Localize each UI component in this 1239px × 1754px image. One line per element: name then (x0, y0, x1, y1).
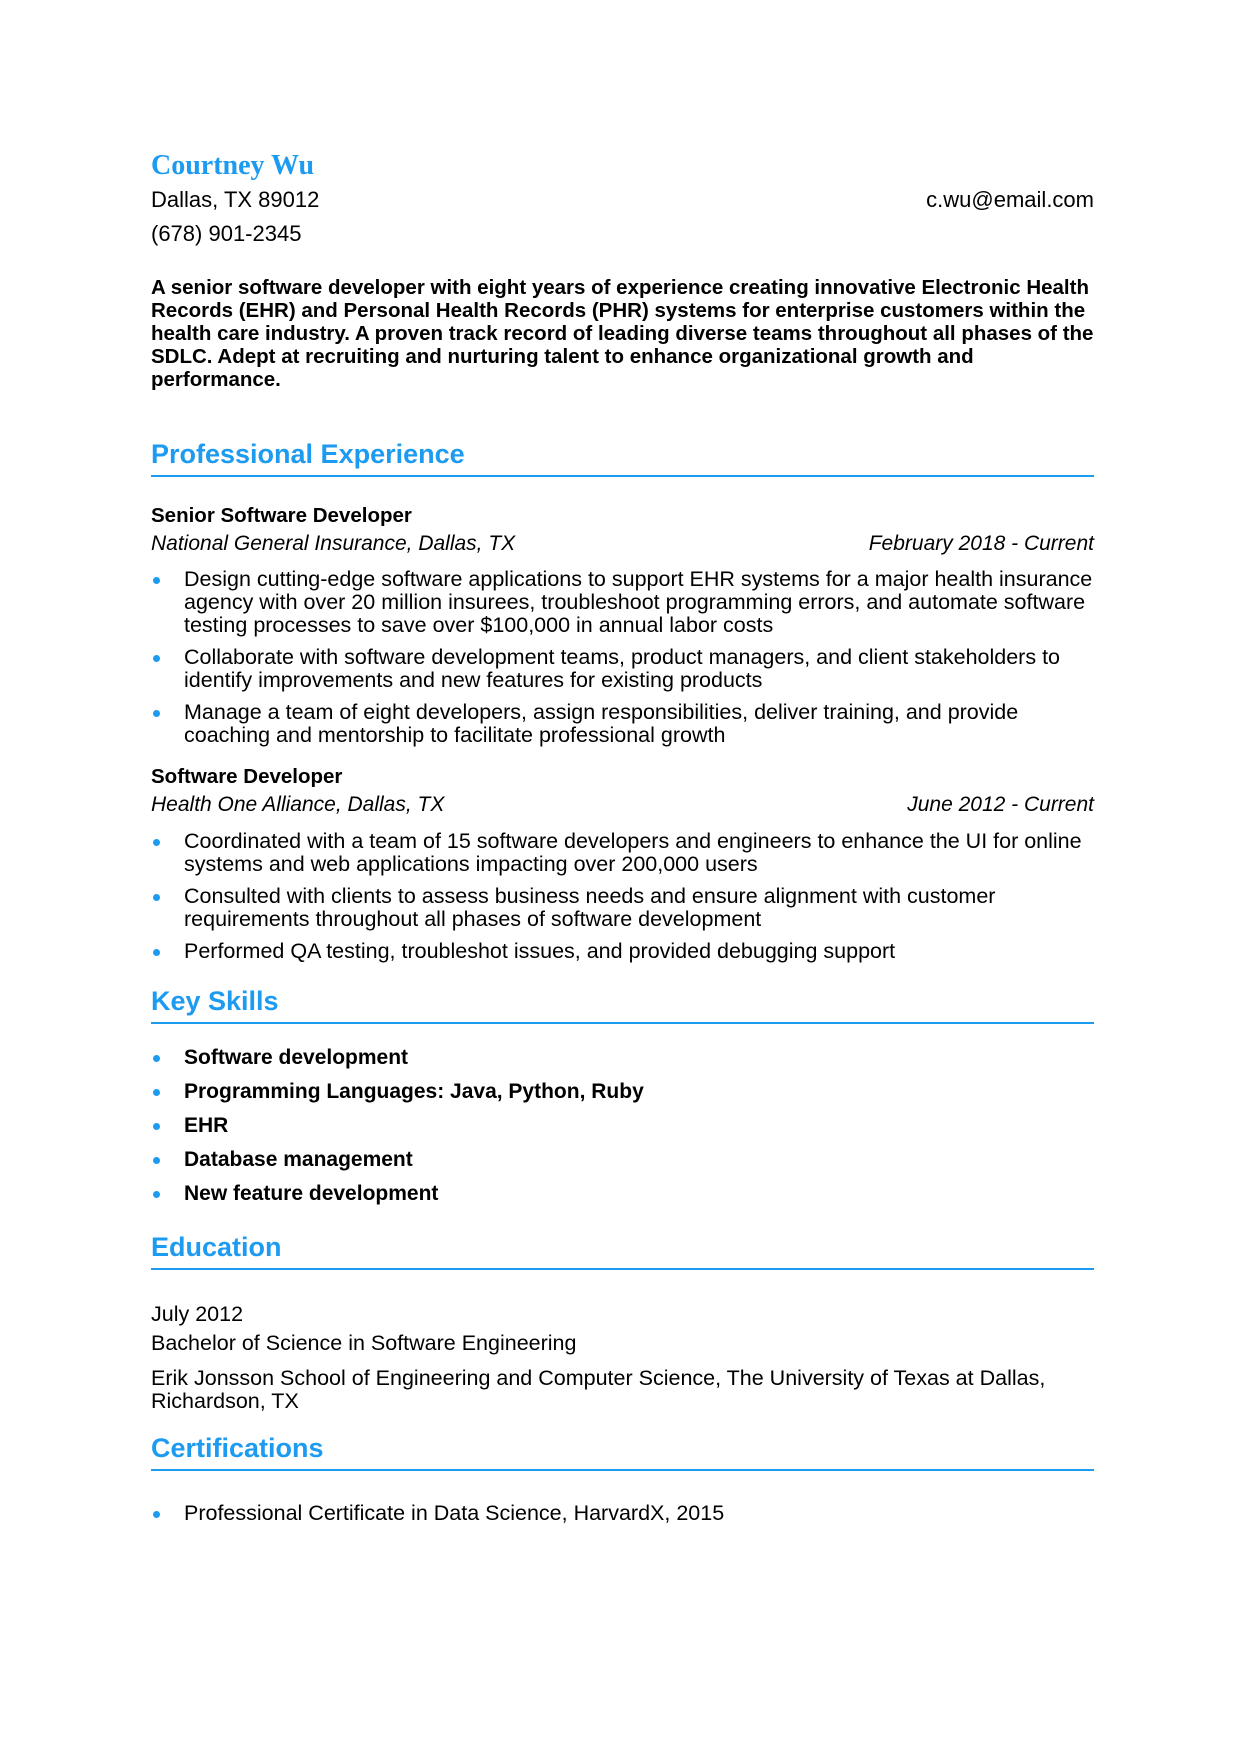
certifications-list (151, 1502, 1094, 1525)
skill-item (151, 1113, 1094, 1139)
list-item (151, 1502, 1094, 1525)
bullet-dot-icon (153, 1191, 160, 1198)
job-company: Health One Alliance, Dallas, TX (151, 793, 445, 816)
list-item (151, 701, 1094, 747)
bullet-dot-icon (153, 1055, 160, 1062)
job-company: National General Insurance, Dallas, TX (151, 532, 516, 555)
job-title: Software Developer (151, 765, 343, 788)
bullet-text: Performed QA testing, troubleshot issues, and provided debugging support (184, 939, 896, 963)
bullet-dot-icon (153, 1511, 160, 1518)
bullet-dot-icon (153, 839, 160, 846)
bullet-dot-icon (153, 1157, 160, 1164)
bullet-text: Coordinated with a team of 15 software developers and engineers to enhance the UI for online systems and web applications impacting over 200,000 users (184, 829, 1082, 876)
list-item (151, 830, 1094, 876)
list-item (151, 940, 1094, 963)
skill-text: Software development (184, 1046, 409, 1069)
job-title: Senior Software Developer (151, 504, 412, 527)
job-dates: February 2018 - Current (868, 532, 1094, 555)
summary-paragraph: A senior software developer with eight years of experience creating innovative Electronic Health Records (EHR) and Personal Health Records (PHR) systems for enterprise customers within the health care industry. A proven track record of leading diverse teams throughout all phases of the SDLC. Adept at recruiting and nurturing talent to enhance organizational growth and performance. (151, 276, 1094, 391)
contact-row (151, 186, 1094, 214)
job-meta (151, 792, 1094, 818)
bullet-text: Consulted with clients to assess business needs and ensure alignment with customer requirements throughout all phases of software development (184, 884, 996, 931)
section-title-skills: Key Skills (151, 984, 1094, 1024)
bullet-dot-icon (153, 710, 160, 717)
skills-list (151, 1045, 1094, 1215)
section-title-certifications: Certifications (151, 1431, 1094, 1471)
location-text: Dallas, TX 89012 (151, 187, 320, 212)
certification-text: Professional Certificate in Data Science, HarvardX, 2015 (184, 1501, 725, 1525)
bullet-text: Design cutting-edge software applications to support EHR systems for a major health insurance agency with over 20 million insurees, troubleshoot programming errors, and automate software testing processes to save over $100,000 in annual labor costs (184, 567, 1093, 637)
education-date: July 2012 (151, 1302, 244, 1326)
skill-text: Database management (184, 1148, 413, 1171)
skill-text: Programming Languages: Java, Python, Ruby (184, 1080, 644, 1103)
bullet-dot-icon (153, 1123, 160, 1130)
job-meta (151, 531, 1094, 557)
education-school: Erik Jonsson School of Engineering and Computer Science, The University of Texas at Dallas, Richardson, TX (151, 1366, 1046, 1413)
education-degree: Bachelor of Science in Software Engineering (151, 1331, 577, 1355)
phone-text: (678) 901-2345 (151, 221, 302, 246)
phone-row (151, 220, 1094, 248)
skill-item (151, 1079, 1094, 1105)
section-title-education: Education (151, 1230, 1094, 1270)
bullet-dot-icon (153, 949, 160, 956)
job-bullets (151, 568, 1094, 747)
bullet-dot-icon (153, 655, 160, 662)
candidate-name: Courtney Wu (151, 150, 315, 181)
bullet-dot-icon (153, 894, 160, 901)
job-bullets (151, 830, 1094, 963)
skill-text: New feature development (184, 1182, 439, 1205)
section-title-experience: Professional Experience (151, 437, 1094, 477)
job-dates: June 2012 - Current (907, 793, 1094, 816)
skill-item (151, 1045, 1094, 1071)
list-item (151, 885, 1094, 931)
email-text: c.wu@email.com (926, 187, 1094, 212)
bullet-text: Manage a team of eight developers, assign responsibilities, deliver training, and provide coaching and mentorship to facilitate professional growth (184, 700, 1019, 747)
list-item (151, 646, 1094, 692)
bullet-dot-icon (153, 577, 160, 584)
list-item (151, 568, 1094, 637)
skill-item (151, 1181, 1094, 1207)
skill-text: EHR (184, 1114, 229, 1137)
skill-item (151, 1147, 1094, 1173)
bullet-dot-icon (153, 1089, 160, 1096)
bullet-text: Collaborate with software development teams, product managers, and client stakeholders to identify improvements and new features for existing products (184, 645, 1060, 692)
